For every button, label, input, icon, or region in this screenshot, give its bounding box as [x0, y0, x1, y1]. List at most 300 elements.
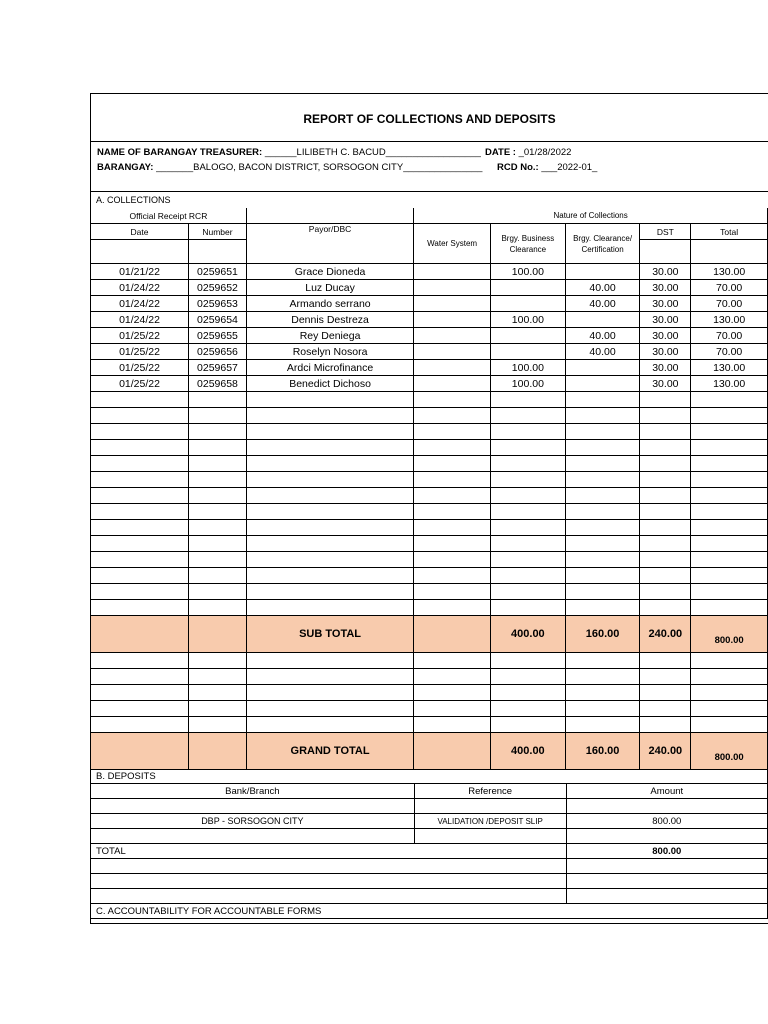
cell-dst: 30.00 [640, 264, 691, 280]
blank-cell [565, 520, 640, 536]
blank-cell [565, 456, 640, 472]
barangay-value: _______BALOGO, BACON DISTRICT, SORSOGON CITY_______________ [156, 162, 483, 173]
table-row [91, 264, 768, 280]
cell-total: 130.00 [691, 360, 768, 376]
blank-cell [640, 472, 691, 488]
deposit-total-label: TOTAL [91, 844, 566, 859]
blank-cell [566, 889, 767, 904]
blank-cell [414, 488, 491, 504]
blank-cell [640, 520, 691, 536]
blank-cell [566, 859, 767, 874]
cell-total: 130.00 [691, 376, 768, 392]
blank-cell [91, 520, 189, 536]
blank-cell [414, 472, 491, 488]
blank-cell [640, 240, 691, 264]
cell-business: 100.00 [491, 264, 566, 280]
blank-cell [691, 717, 768, 733]
grandtotal-row-label: GRAND TOTAL [246, 733, 413, 770]
blank-cell [640, 392, 691, 408]
cell-clearance [565, 264, 640, 280]
blank-cell [189, 520, 247, 536]
blank-cell [414, 520, 491, 536]
blank-cell [91, 392, 189, 408]
cell-number: 0259656 [189, 344, 247, 360]
cell-dst: 30.00 [640, 328, 691, 344]
blank-cell [691, 669, 768, 685]
rcd-label: RCD No.: [497, 162, 539, 173]
table-row [91, 360, 768, 376]
blank-row [91, 552, 768, 568]
treasurer-line [97, 147, 481, 158]
blank-row [91, 424, 768, 440]
subtotal-row-total: 800.00 [691, 616, 768, 653]
cell-business [491, 328, 566, 344]
cell-water [414, 296, 491, 312]
blank-cell [246, 208, 413, 224]
blank-cell [640, 456, 691, 472]
blank-cell [91, 552, 189, 568]
subtotal-row [91, 616, 768, 653]
col-reference-header: Reference [414, 784, 566, 799]
blank-cell [246, 440, 413, 456]
blank-cell [91, 733, 189, 770]
table-row [91, 280, 768, 296]
blank-cell [565, 584, 640, 600]
blank-cell [414, 504, 491, 520]
blank-cell [640, 600, 691, 616]
deposits-section-label: B. DEPOSITS [91, 769, 768, 784]
blank-cell [491, 424, 566, 440]
table-row [91, 344, 768, 360]
col-payor-header: Payor/DBC [246, 224, 413, 264]
blank-cell [691, 456, 768, 472]
blank-cell [691, 424, 768, 440]
cell-date: 01/24/22 [91, 296, 189, 312]
blank-cell [189, 240, 247, 264]
grandtotal-row-dst: 240.00 [640, 733, 691, 770]
blank-cell [246, 392, 413, 408]
collections-table [91, 208, 768, 770]
blank-cell [91, 859, 566, 874]
cell-dst: 30.00 [640, 360, 691, 376]
blank-row [91, 504, 768, 520]
blank-cell [414, 456, 491, 472]
cell-number: 0259651 [189, 264, 247, 280]
blank-row [91, 440, 768, 456]
blank-cell [246, 424, 413, 440]
blank-cell [189, 472, 247, 488]
rcd-value: ___2022-01_ [541, 162, 598, 173]
cell-payor: Luz Ducay [246, 280, 413, 296]
cell-water [414, 280, 491, 296]
blank-cell [691, 685, 768, 701]
blank-cell [91, 669, 189, 685]
blank-cell [414, 440, 491, 456]
col-water-header: Water System [414, 224, 491, 264]
blank-cell [246, 536, 413, 552]
cell-number: 0259655 [189, 328, 247, 344]
table-row [91, 312, 768, 328]
blank-cell [246, 701, 413, 717]
cell-business: 100.00 [491, 360, 566, 376]
cell-clearance [565, 312, 640, 328]
col-date-header: Date [91, 224, 189, 240]
blank-cell [491, 717, 566, 733]
blank-cell [91, 472, 189, 488]
cell-payor: Ardci Microfinance [246, 360, 413, 376]
col-bank-header: Bank/Branch [91, 784, 414, 799]
cell-water [414, 312, 491, 328]
blank-cell [565, 536, 640, 552]
cell-clearance: 40.00 [565, 296, 640, 312]
cell-payor: Dennis Destreza [246, 312, 413, 328]
blank-cell [414, 669, 491, 685]
cell-total: 70.00 [691, 296, 768, 312]
blank-cell [691, 408, 768, 424]
blank-cell [565, 424, 640, 440]
blank-cell [91, 408, 189, 424]
blank-cell [491, 552, 566, 568]
blank-cell [414, 600, 491, 616]
blank-cell [691, 504, 768, 520]
blank-cell [640, 653, 691, 669]
blank-cell [246, 552, 413, 568]
subtotal-row-clearance: 160.00 [565, 616, 640, 653]
blank-row [91, 488, 768, 504]
blank-cell [640, 552, 691, 568]
cell-total: 70.00 [691, 328, 768, 344]
col-amount-header: Amount [566, 784, 767, 799]
blank-cell [91, 717, 189, 733]
blank-cell [491, 440, 566, 456]
blank-cell [491, 685, 566, 701]
blank-cell [91, 701, 189, 717]
blank-cell [414, 424, 491, 440]
blank-row [91, 685, 768, 701]
blank-cell [640, 669, 691, 685]
blank-cell [189, 552, 247, 568]
blank-cell [246, 408, 413, 424]
blank-cell [491, 568, 566, 584]
cell-clearance: 40.00 [565, 280, 640, 296]
blank-cell [414, 685, 491, 701]
blank-cell [189, 584, 247, 600]
date-line [485, 147, 571, 158]
deposit-reference: VALIDATION /DEPOSIT SLIP [414, 814, 566, 829]
blank-cell [414, 653, 491, 669]
blank-cell [91, 456, 189, 472]
blank-cell [189, 717, 247, 733]
blank-cell [189, 669, 247, 685]
blank-cell [565, 552, 640, 568]
treasurer-label: NAME OF BARANGAY TREASURER: [97, 147, 263, 158]
cell-dst: 30.00 [640, 376, 691, 392]
blank-cell [91, 584, 189, 600]
blank-row [91, 669, 768, 685]
blank-cell [566, 799, 767, 814]
blank-cell [91, 600, 189, 616]
blank-cell [91, 440, 189, 456]
blank-row [91, 472, 768, 488]
cell-payor: Armando serrano [246, 296, 413, 312]
blank-cell [566, 874, 767, 889]
col-total-header: Total [691, 224, 768, 240]
blank-cell [491, 504, 566, 520]
table-row [91, 296, 768, 312]
cell-date: 01/21/22 [91, 264, 189, 280]
cell-number: 0259653 [189, 296, 247, 312]
official-receipt-header: Official Receipt RCR [91, 208, 246, 224]
cell-date: 01/25/22 [91, 328, 189, 344]
blank-cell [491, 408, 566, 424]
cell-water [414, 264, 491, 280]
divider [91, 141, 768, 142]
blank-cell [414, 799, 566, 814]
blank-cell [189, 685, 247, 701]
blank-cell [91, 240, 189, 264]
cell-date: 01/25/22 [91, 360, 189, 376]
blank-cell [491, 472, 566, 488]
subtotal-row-label: SUB TOTAL [246, 616, 413, 653]
blank-cell [414, 733, 491, 770]
cell-dst: 30.00 [640, 312, 691, 328]
blank-cell [189, 488, 247, 504]
blank-row [91, 717, 768, 733]
blank-cell [565, 392, 640, 408]
blank-cell [414, 568, 491, 584]
blank-cell [414, 584, 491, 600]
blank-cell [691, 653, 768, 669]
blank-cell [565, 408, 640, 424]
blank-cell [640, 536, 691, 552]
blank-cell [491, 701, 566, 717]
col-number-header: Number [189, 224, 247, 240]
blank-cell [565, 701, 640, 717]
grandtotal-row-clearance: 160.00 [565, 733, 640, 770]
blank-cell [565, 653, 640, 669]
cell-clearance [565, 376, 640, 392]
blank-cell [640, 717, 691, 733]
barangay-line [97, 162, 482, 173]
cell-date: 01/25/22 [91, 344, 189, 360]
cell-water [414, 360, 491, 376]
blank-cell [414, 536, 491, 552]
report-sheet [90, 93, 768, 924]
blank-row [91, 568, 768, 584]
grandtotal-row-business: 400.00 [491, 733, 566, 770]
blank-cell [491, 520, 566, 536]
deposits-table [91, 769, 768, 919]
date-label: DATE : [485, 147, 516, 158]
cell-dst: 30.00 [640, 296, 691, 312]
blank-cell [640, 408, 691, 424]
rcd-line [497, 162, 597, 173]
col-clearance-header: Brgy. Clearance/ Certification [565, 224, 640, 264]
blank-cell [246, 568, 413, 584]
blank-cell [691, 552, 768, 568]
blank-cell [691, 600, 768, 616]
blank-row [91, 600, 768, 616]
blank-cell [691, 392, 768, 408]
cell-business: 100.00 [491, 376, 566, 392]
cell-business [491, 344, 566, 360]
subtotal-row-dst: 240.00 [640, 616, 691, 653]
cell-number: 0259657 [189, 360, 247, 376]
cell-payor: Rey Deniega [246, 328, 413, 344]
blank-cell [640, 440, 691, 456]
deposit-total-amount: 800.00 [566, 844, 767, 859]
blank-cell [189, 616, 247, 653]
blank-cell [246, 653, 413, 669]
deposit-bank: DBP - SORSOGON CITY [91, 814, 414, 829]
cell-water [414, 328, 491, 344]
cell-total: 70.00 [691, 344, 768, 360]
cell-total: 130.00 [691, 264, 768, 280]
blank-cell [691, 240, 768, 264]
blank-cell [491, 536, 566, 552]
blank-cell [414, 552, 491, 568]
blank-cell [491, 488, 566, 504]
divider [91, 191, 768, 192]
blank-cell [691, 568, 768, 584]
grandtotal-row [91, 733, 768, 770]
blank-row [91, 701, 768, 717]
blank-cell [189, 600, 247, 616]
blank-cell [414, 392, 491, 408]
blank-cell [91, 568, 189, 584]
blank-cell [640, 488, 691, 504]
blank-cell [91, 536, 189, 552]
blank-cell [189, 392, 247, 408]
blank-cell [491, 653, 566, 669]
blank-cell [189, 653, 247, 669]
cell-number: 0259654 [189, 312, 247, 328]
blank-cell [565, 717, 640, 733]
cell-number: 0259658 [189, 376, 247, 392]
cell-business [491, 296, 566, 312]
blank-cell [246, 488, 413, 504]
blank-cell [640, 568, 691, 584]
blank-cell [246, 600, 413, 616]
cell-number: 0259652 [189, 280, 247, 296]
blank-cell [189, 504, 247, 520]
cell-payor: Grace Dioneda [246, 264, 413, 280]
blank-cell [691, 584, 768, 600]
blank-cell [691, 440, 768, 456]
subtotal-row-business: 400.00 [491, 616, 566, 653]
cell-date: 01/25/22 [91, 376, 189, 392]
cell-total: 130.00 [691, 312, 768, 328]
blank-cell [91, 685, 189, 701]
blank-cell [91, 829, 414, 844]
blank-row [91, 392, 768, 408]
blank-cell [491, 456, 566, 472]
blank-cell [640, 701, 691, 717]
blank-cell [414, 717, 491, 733]
blank-cell [189, 456, 247, 472]
cell-payor: Roselyn Nosora [246, 344, 413, 360]
blank-cell [565, 568, 640, 584]
blank-cell [91, 488, 189, 504]
cell-water [414, 344, 491, 360]
blank-cell [414, 616, 491, 653]
blank-cell [246, 685, 413, 701]
cell-payor: Benedict Dichoso [246, 376, 413, 392]
blank-cell [565, 600, 640, 616]
blank-cell [691, 536, 768, 552]
blank-cell [91, 874, 566, 889]
blank-row [91, 536, 768, 552]
date-value: _01/28/2022 [518, 147, 572, 158]
blank-cell [414, 408, 491, 424]
blank-cell [91, 653, 189, 669]
blank-cell [565, 504, 640, 520]
cell-business: 100.00 [491, 312, 566, 328]
blank-cell [566, 829, 767, 844]
accountability-section-label: C. ACCOUNTABILITY FOR ACCOUNTABLE FORMS [91, 904, 768, 919]
cell-clearance [565, 360, 640, 376]
table-row [91, 376, 768, 392]
blank-row [91, 456, 768, 472]
blank-cell [640, 504, 691, 520]
blank-cell [414, 829, 566, 844]
blank-cell [189, 536, 247, 552]
blank-cell [565, 669, 640, 685]
blank-cell [189, 733, 247, 770]
blank-cell [189, 701, 247, 717]
blank-row [91, 408, 768, 424]
blank-row [91, 584, 768, 600]
blank-cell [189, 440, 247, 456]
grandtotal-row-total: 800.00 [691, 733, 768, 770]
blank-cell [565, 488, 640, 504]
blank-cell [565, 472, 640, 488]
deposit-amount: 800.00 [566, 814, 767, 829]
blank-cell [246, 504, 413, 520]
blank-row [91, 520, 768, 536]
cell-clearance: 40.00 [565, 344, 640, 360]
treasurer-value: ______LILIBETH C. BACUD__________________ [264, 147, 481, 158]
blank-cell [246, 472, 413, 488]
blank-cell [691, 520, 768, 536]
blank-cell [491, 392, 566, 408]
blank-cell [640, 424, 691, 440]
collections-section-label: A. COLLECTIONS [96, 195, 171, 205]
blank-cell [189, 568, 247, 584]
cell-total: 70.00 [691, 280, 768, 296]
blank-cell [246, 669, 413, 685]
cell-clearance: 40.00 [565, 328, 640, 344]
nature-header: Nature of Collections [414, 208, 768, 224]
blank-cell [91, 504, 189, 520]
col-dst-header: DST [640, 224, 691, 240]
cell-dst: 30.00 [640, 280, 691, 296]
blank-cell [189, 424, 247, 440]
blank-cell [640, 584, 691, 600]
cell-date: 01/24/22 [91, 280, 189, 296]
blank-cell [691, 701, 768, 717]
blank-cell [691, 472, 768, 488]
blank-cell [246, 456, 413, 472]
blank-cell [246, 717, 413, 733]
barangay-label: BARANGAY: [97, 162, 154, 173]
blank-cell [91, 889, 566, 904]
blank-cell [91, 616, 189, 653]
blank-cell [246, 520, 413, 536]
blank-cell [189, 408, 247, 424]
col-business-header: Brgy. Business Clearance [491, 224, 566, 264]
blank-cell [565, 685, 640, 701]
